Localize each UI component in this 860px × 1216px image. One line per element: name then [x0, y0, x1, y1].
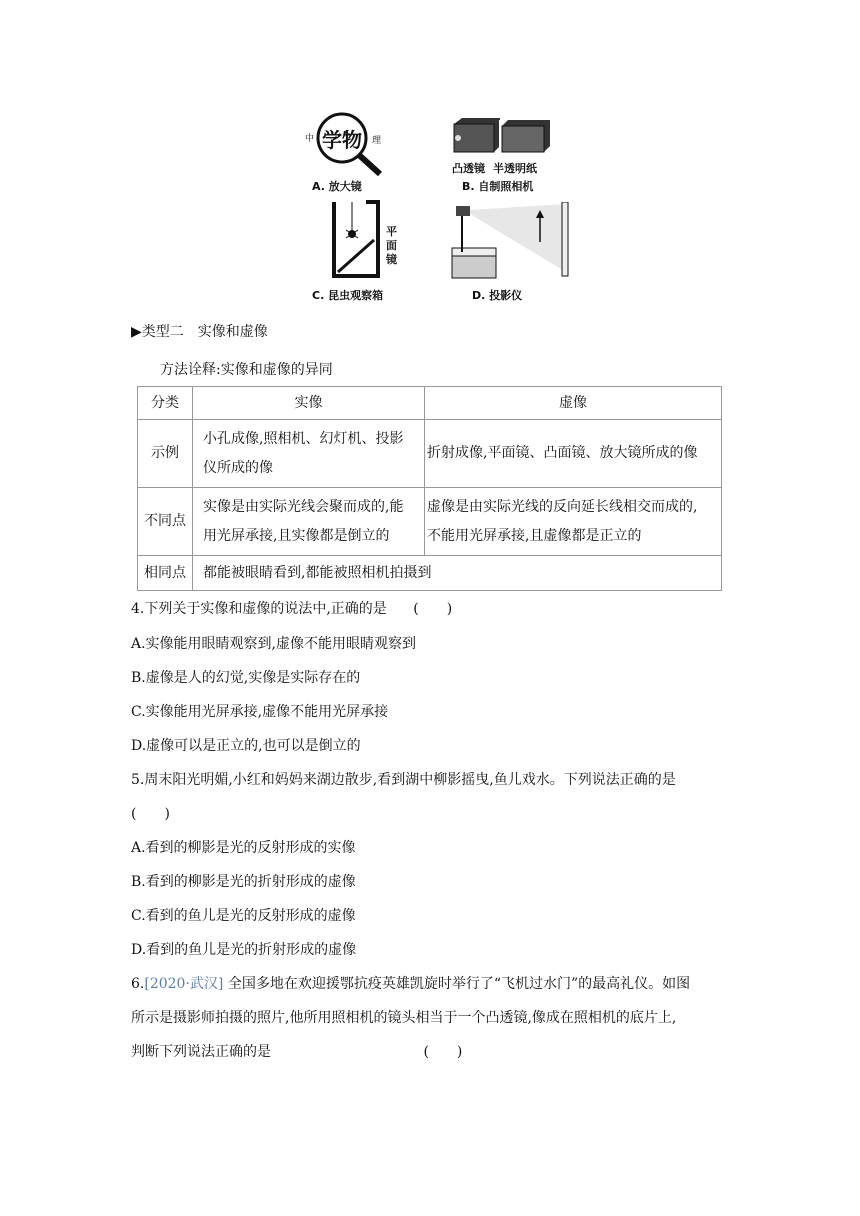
q5-answer-paren[interactable]: ( ): [131, 806, 170, 822]
table-cell: [425, 488, 722, 556]
table-header: 实像: [193, 387, 425, 420]
convex-lens-label: 凸透镜: [452, 162, 485, 175]
cell-line: 折射成像,平面镜、凸面镜、放大镜所成的像: [427, 445, 698, 461]
q4-answer-paren[interactable]: ( ): [413, 601, 453, 617]
q4-stem-text: 4.下列关于实像和虚像的说法中,正确的是: [131, 601, 387, 617]
row-label: 示例: [138, 420, 193, 488]
cell-line: 仪所成的像: [203, 459, 273, 476]
q6-number: 6.: [131, 976, 145, 992]
q4-stem: [131, 598, 452, 618]
table-header: 分类: [138, 387, 193, 420]
q4-option-b[interactable]: B.虚像是人的幻觉,实像是实际存在的: [131, 670, 361, 686]
cell-line: 虚像是由实际光线的反向延长线相交而成的,: [427, 498, 698, 515]
cell-line: 不能用光屏承接,且虚像都是正立的: [427, 527, 642, 544]
plane-mirror-label-3: 镜: [386, 253, 397, 266]
q6-answer-paren[interactable]: ( ): [423, 1044, 463, 1060]
insect-box-figure: [330, 200, 390, 280]
magnifier-right-char: 理: [372, 136, 382, 146]
q4-option-c[interactable]: C.实像能用光屏承接,虚像不能用光屏承接: [131, 704, 389, 720]
row-label: 相同点: [138, 556, 193, 591]
table-cell: [425, 420, 722, 488]
q4-option-a[interactable]: A.实像能用眼睛观察到,虚像不能用眼睛观察到: [131, 636, 417, 652]
magnifier-main-text: 学物: [322, 128, 362, 152]
translucent-paper-label: 半透明纸: [493, 162, 537, 175]
caption-b: B. 自制照相机: [462, 180, 534, 193]
plane-mirror-label-1: 平: [386, 225, 397, 238]
q6-line1: [131, 973, 690, 993]
table-header-row: [138, 387, 722, 420]
table-cell: 都能被眼睛看到,都能被照相机拍摄到: [193, 556, 722, 591]
table-cell: [193, 488, 425, 556]
q6-line3-text: 判断下列说法正确的是: [131, 1044, 271, 1060]
table-row: [138, 420, 722, 488]
table-cell: [193, 420, 425, 488]
magnifier-left-char: 中: [305, 134, 315, 144]
row-label: 不同点: [138, 488, 193, 556]
q5-option-a[interactable]: A.看到的柳影是光的反射形成的实像: [131, 840, 356, 856]
q6-line1-text: 全国多地在欢迎援鄂抗疫英雄凯旋时举行了“飞机过水门”的最高礼仪。如图: [227, 976, 691, 992]
q6-line3: [131, 1041, 462, 1061]
comparison-table: [137, 386, 722, 591]
cell-line: 小孔成像,照相机、幻灯机、投影: [203, 430, 404, 447]
q5-option-b[interactable]: B.看到的柳影是光的折射形成的虚像: [131, 874, 356, 890]
plane-mirror-label-2: 面: [386, 239, 397, 252]
table-row: [138, 556, 722, 591]
caption-d: D. 投影仪: [472, 289, 523, 302]
table-header: 虚像: [425, 387, 722, 420]
q6-line2: 所示是摄影师拍摄的照片,他所用照相机的镜头相当于一个凸透镜,像成在照相机的底片上,: [131, 1010, 677, 1026]
figure-panel: [300, 112, 600, 307]
cell-line: 实像是由实际光线会聚而成的,能: [203, 498, 404, 515]
caption-a: A. 放大镜: [312, 180, 362, 193]
caption-c: C. 昆虫观察箱: [312, 289, 384, 302]
table-row: [138, 488, 722, 556]
section-title: ▶类型二 实像和虚像: [131, 324, 268, 340]
cell-line: 用光屏承接,且实像都是倒立的: [203, 527, 390, 544]
q5-stem: 5.周末阳光明媚,小红和妈妈来湖边散步,看到湖中柳影摇曳,鱼儿戏水。下列说法正确的是: [131, 772, 676, 788]
q6-source: [2020·武汉]: [144, 976, 224, 992]
camera-box-figure: [450, 116, 560, 158]
method-title: 方法诠释:实像和虚像的异同: [160, 362, 333, 378]
q5-option-c[interactable]: C.看到的鱼儿是光的反射形成的虚像: [131, 908, 356, 924]
q4-option-d[interactable]: D.虚像可以是正立的,也可以是倒立的: [131, 738, 361, 754]
projector-figure: [448, 202, 578, 282]
q5-option-d[interactable]: D.看到的鱼儿是光的折射形成的虚像: [131, 942, 357, 958]
